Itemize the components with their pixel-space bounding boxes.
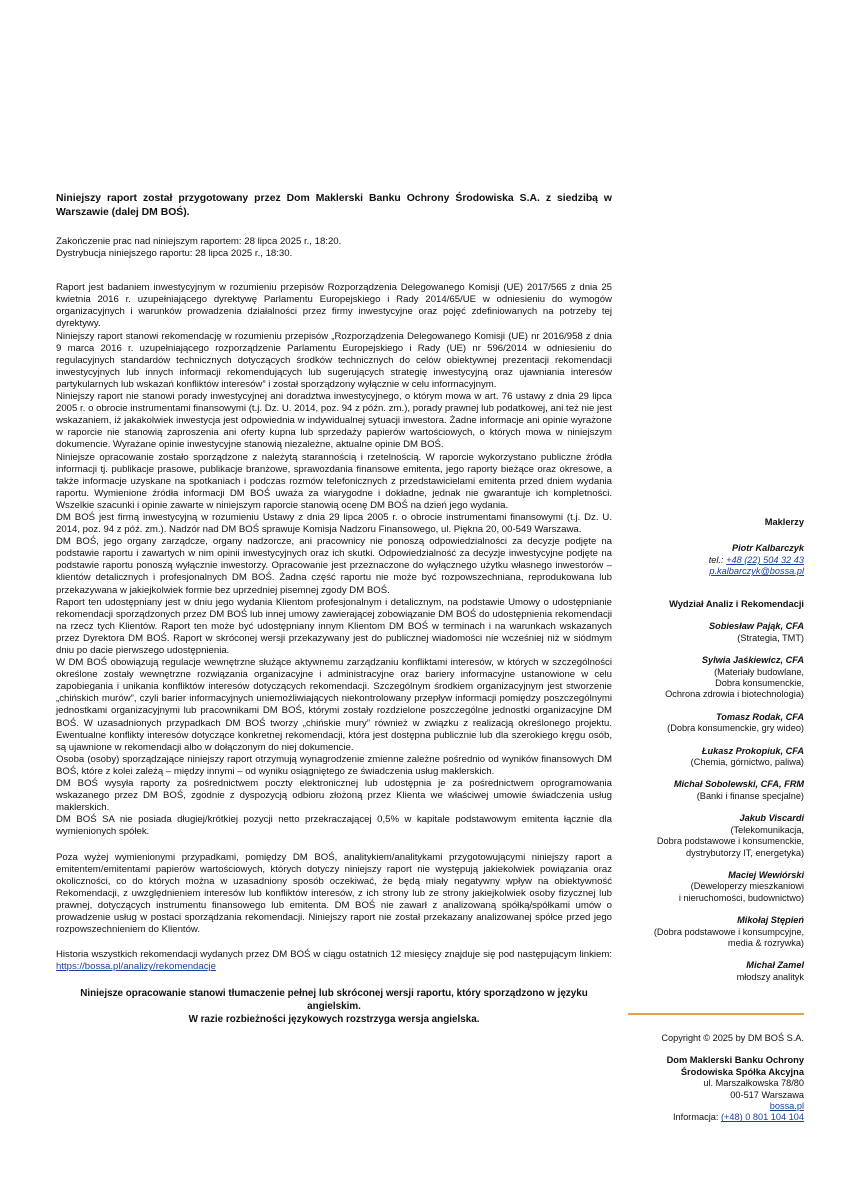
disclaimer-paragraph: Raport jest badaniem inwestycyjnym w rozumieniu przepisów Rozporządzenia Delegowanego Komisji (UE) 2017/565 z dnia 25 kwietnia 2016 r. uzupełniającego dyrektywę Parlamentu Europejskiego i Rady 2014/65/UE w odniesieniu do wymogów organizacyjnych i warunków prowadzenia działalności przez firmy inwestycyjne oraz pojęć zdefiniowanych na potrzeby tej dyrektywy.	[56, 282, 612, 330]
analyst-name: Tomasz Rodak, CFA	[716, 711, 804, 722]
analysis-title: Wydział Analiz i Rekomendacji	[669, 599, 804, 609]
analyst-name: Mikołaj Stępień	[737, 915, 804, 926]
disclaimer-paragraph: DM BOŚ SA nie posiada długiej/krótkiej pozycji netto przekraczającej 0,5% w kapitale podstawowym emitenta łącznie dla wymienionych spółek.	[56, 814, 612, 838]
info-phone-line: Informacja: (+48) 0 801 104 104	[672, 1112, 804, 1123]
broker-email-link[interactable]: p.kalbarczyk@bossa.pl	[709, 566, 804, 577]
translation-note	[56, 987, 612, 1026]
divider-line	[628, 1013, 804, 1015]
disclaimer-paragraph: DM BOŚ, jego organy zarządcze, organy nadzorcze, ani pracownicy nie ponoszą odpowiedzialności za decyzje podjęte na podstawie raportu i zawartych w nim opinii inwestycyjnych oraz ich skutki. Odpowiedzialność za decyzje inwestycyjne podjęte na podstawie raportu ponoszą wyłącznie inwestorzy. Opracowanie jest przeznaczone do wyłącznego użytku własnego inwestorów – klientów detalicznych i profesjonalnych DM BOŚ. Żadna część raportu nie może być rozpowszechniana, reprodukowana lub przekazywana w jakiejkolwiek formie bez uprzedniej pisemnej zgody DM BOŚ.	[56, 536, 612, 596]
report-heading: Niniejszy raport został przygotowany przez Dom Maklerski Banku Ochrony Środowiska S.A. z siedzibą w Warszawie (dalej DM BOŚ).	[56, 193, 612, 218]
analyst-coverage: (Telekomunikacja, Dobra podstawowe i konsumenckie, dystrybutorzy IT, energetyka)	[656, 824, 804, 858]
analyst-coverage: (Deweloperzy mieszkaniowi i nieruchomości, budownictwo)	[678, 881, 804, 903]
history-paragraph	[56, 949, 612, 973]
company-name-line-1: Dom Maklerski Banku Ochrony	[666, 1055, 804, 1066]
brokers-title: Maklerzy	[764, 517, 804, 527]
analyst-entry	[628, 915, 804, 949]
analyst-name: Michał Zamel	[746, 960, 804, 971]
analyst-entry	[628, 870, 804, 904]
analyst-coverage: (Materiały budowlane, Dobra konsumenckie, Ochrona zdrowia i biotechnologia)	[665, 666, 804, 700]
brokers-section	[628, 517, 804, 578]
disclaimer-paragraph: Osoba (osoby) sporządzające niniejszy raport otrzymują wynagrodzenie zmienne zależne pośrednio od wyników finansowych DM BOŚ, które z kolei zależą – między innymi – od wyniku osiągniętego ze świadczenia usług maklerskich.	[56, 753, 612, 777]
broker-name: Piotr Kalbarczyk	[732, 543, 804, 554]
analyst-name: Łukasz Prokopiuk, CFA	[701, 745, 804, 756]
analyst-name: Maciej Wewiórski	[728, 869, 804, 880]
analyst-entry	[628, 621, 804, 644]
analyst-name: Jakub Viscardi	[739, 813, 804, 824]
disclaimer-paragraph: DM BOŚ wysyła raporty za pośrednictwem poczty elektronicznej lub udostępnia je za pośrednictwem oprogramowania wskazanego przez DM BOŚ, zgodnie z dyspozycją odbioru złożoną przez Klienta we właściwej umowie świadczenia usług maklerskich.	[56, 778, 612, 814]
address-city: 00-517 Warszawa	[730, 1089, 804, 1100]
analyst-entry	[628, 746, 804, 769]
analyst-coverage: (Dobra podstawowe i konsumpcyjne, media & rozrywka)	[653, 926, 804, 948]
analyst-coverage: (Banki i finanse specjalne)	[696, 790, 804, 801]
analyst-coverage: (Strategia, TMT)	[737, 632, 804, 643]
analyst-entry	[628, 960, 804, 983]
broker-phone-link[interactable]: +48 (22) 504 32 43	[726, 554, 804, 565]
disclaimer-paragraph: Raport ten udostępniany jest w dniu jego wydania Klientom profesjonalnym i detalicznym, na podstawie Umowy o udostępnianie rekomendacji sporządzonych przez DM BOŚ lub innej umowy zawierającej zobowiązanie DM BOŚ do udostępnienia rekomendacji na rzecz tych Klientów. Raport ten może być udostępniany innym Klientom DM BOŚ w terminach i na warunkach wskazanych przez Dyrektora DM BOŚ. Raport w skróconej wersji przekazywany jest do publicznej wiadomości nie wcześniej niż w siódmym dniu po dacie pierwszego udostępnienia.	[56, 596, 612, 656]
company-info	[628, 1033, 804, 1124]
analyst-entry	[628, 712, 804, 735]
analyst-name: Sobiesław Pająk, CFA	[709, 621, 804, 632]
report-dates	[56, 236, 612, 260]
website-link[interactable]: bossa.pl	[769, 1101, 804, 1112]
analyst-entry	[628, 655, 804, 701]
disclaimer-paragraph: DM BOŚ jest firmą inwestycyjną w rozumieniu Ustawy z dnia 29 lipca 2005 r. o obrocie instrumentami finansowymi (t.j. Dz. U. 2014, poz. 94 z póź. zm.). Nadzór nad DM BOŚ sprawuje Komisja Nadzoru Finansowego, ul. Piękna 20, 00-549 Warszawa.	[56, 511, 612, 536]
history-text: Historia wszystkich rekomendacji wydanych przez DM BOŚ w ciągu ostatnich 12 miesięcy znajduje się pod następującym linkiem:	[56, 949, 612, 961]
broker-tel: tel.: +48 (22) 504 32 43	[708, 554, 804, 565]
analyst-coverage: młodszy analityk	[736, 971, 804, 982]
analyst-coverage: (Chemia, górnictwo, paliwa)	[690, 757, 804, 768]
translation-line-1: Niniejsze opracowanie stanowi tłumaczenie pełnej lub skróconej wersji raportu, który sporządzono w języku angielskim.	[80, 988, 588, 1013]
disclaimer-paragraph: Niniejsze opracowanie zostało sporządzone z należytą starannością i rzetelnością. W raporcie wykorzystano publiczne źródła informacji tj. publikacje prasowe, publikacje branżowe, sprawozdania finansowe emitenta, jego raporty bieżące oraz okresowe, a także informacje uzyskane na spotkaniach i podczas rozmów telefonicznych z przedstawicielami emitenta przed dniem wydania raportu. Wymienione źródła informacji DM BOŚ uważa za wiarygodne i dokładne, jednak nie gwarantuje ich kompletności. Wszelkie szacunki i opinie zawarte w niniejszym raporcie stanowią ocenę DM BOŚ na dzień jego wydania.	[56, 451, 612, 511]
date-completed: Zakończenie prac nad niniejszym raportem: 28 lipca 2025 r., 18:20.	[56, 236, 342, 247]
info-phone-link[interactable]: (+48) 0 801 104 104	[720, 1112, 804, 1123]
analyst-name: Sylwia Jaśkiewicz, CFA	[701, 655, 804, 666]
analyst-name: Michał Sobolewski, CFA, FRM	[673, 779, 804, 790]
disclaimer-column	[56, 192, 612, 1026]
conflict-paragraph: Poza wyżej wymienionymi przypadkami, pomiędzy DM BOŚ, analitykiem/analitykami przygotowującymi niniejszy raport a emitentem/emitentami papierów wartościowych, których dotyczy niniejszy raport nie występują jakiekolwiek powiązania oraz okoliczności, co do których można w uzasadniony sposób oczekiwać, że będą miały negatywny wpływ na obiektywność Rekomendacji, z uwzględnieniem interesów lub konfliktów interesów, z ich strony lub ze strony jakiejkolwiek osoby fizycznej lub prawnej, dotyczących instrumentu finansowego lub emitenta. DM BOŚ nie zawarł z analizowaną spółką/spółkami umów o prowadzenie usług w postaci sporządzania rekomendacji. Niniejszy raport nie został przekazany analizowanej spółce przed jego rozpowszechnieniem do Klientów.	[56, 851, 612, 936]
company-name-line-2: Środowiska Spółka Akcyjna	[680, 1066, 804, 1077]
analyst-entry	[628, 813, 804, 859]
date-distributed: Dystrybucja niniejszego raportu: 28 lipca 2025 r., 18:30.	[56, 248, 293, 260]
disclaimer-paragraph: W DM BOŚ obowiązują regulacje wewnętrzne służące aktywnemu zarządzaniu konfliktami interesów, w których w szczególności określone zostały wewnętrzne rozwiązania organizacyjne i administracyjne oraz bariery informacyjne ustanowione w celu zapobiegania i unikania konfliktów interesów dotyczących rekomendacji. Szczególnym środkiem organizacyjnym jest stworzenie „chińskich murów”, czyli barier informacyjnych uniemożliwiających niekontrolowany przepływ informacji pomiędzy poszczególnymi jednostkami organizacyjnymi lub pracownikami DM BOŚ, którymi zostały rozdzielone poszczególne jednostki organizacyjne DM BOŚ. W uzasadnionych przypadkach DM BOŚ tworzy „chińskie mury” również w związku z realizacją określonego projektu. Ewentualne konflikty interesów dotyczące konkretnej rekomendacji, która jest dostępna publicznie lub dla szerokiego kręgu osób, są ujawnione w rekomendacji albo w dołączonym do niej dokumencie.	[56, 657, 612, 753]
translation-line-2: W razie rozbieżności językowych rozstrzyga wersja angielska.	[188, 1014, 480, 1026]
analyst-coverage: (Dobra konsumenckie, gry wideo)	[667, 723, 804, 734]
copyright: Copyright © 2025 by DM BOŚ S.A.	[661, 1033, 804, 1043]
recommendations-link[interactable]: https://bossa.pl/analizy/rekomendacje	[56, 961, 216, 973]
disclaimer-paragraph: Niniejszy raport stanowi rekomendację w rozumieniu przepisów „Rozporządzenia Delegowanego Komisji (UE) nr 2016/958 z dnia 9 marca 2016 r. uzupełniającego rozporządzenie Parlamentu Europejskiego i Rady (UE) nr 596/2014 w odniesieniu do regulacyjnych standardów technicznych dotyczących środków technicznych do celów obiektywnej prezentacji rekomendacji inwestycyjnych lub innych informacji rekomendujących lub sugerujących strategię inwestycyjną oraz ujawniania interesów partykularnych lub wskazań konfliktów interesów” i został sporządzony wyłącznie w celu informacyjnym.	[56, 330, 612, 390]
analyst-entry	[628, 779, 804, 802]
analysts-section	[628, 599, 804, 994]
disclaimer-paragraph: Niniejszy raport nie stanowi porady inwestycyjnej ani doradztwa inwestycyjnego, o którym mowa w art. 76 ustawy z dnia 29 lipca 2005 r. o obrocie instrumentami finansowymi (t.j. Dz. U. 2014, poz. 94 z późn. zm.), porady prawnej lub podatkowej, ani też nie jest wskazaniem, iż jakakolwiek inwestycja jest odpowiednia w indywidualnej sytuacji inwestora. Żadne informacje ani opinie wyrażone w raporcie nie stanowią zaproszenia ani oferty kupna lub sprzedaży papierów wartościowych, o których mowa w niniejszym dokumencie. Wyrażane opinie inwestycyjne stanowią niezależne, aktualne opinie DM BOŚ.	[56, 391, 612, 451]
address-street: ul. Marszałkowska 78/80	[703, 1078, 804, 1089]
